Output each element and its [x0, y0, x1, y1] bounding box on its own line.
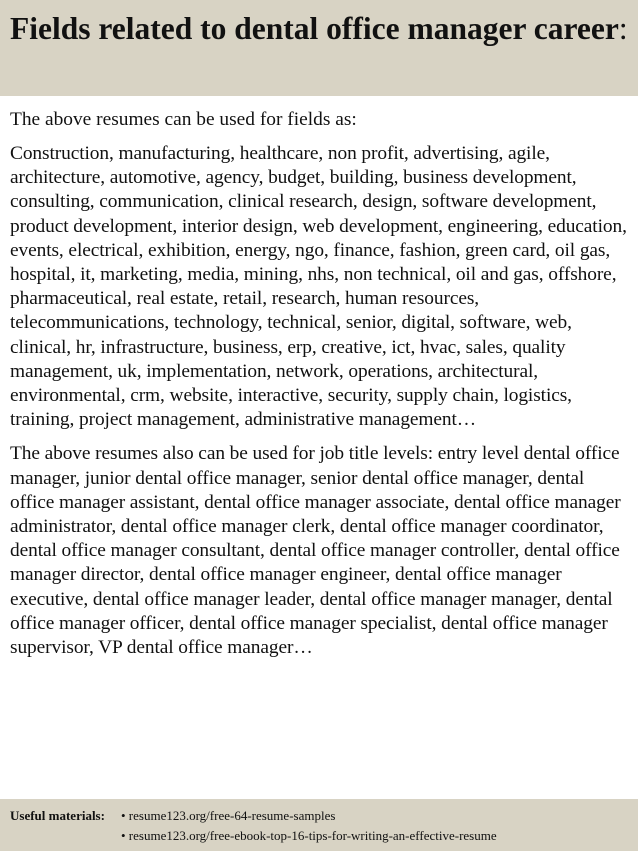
- fields-intro: The above resumes can be used for fields as:: [10, 109, 357, 130]
- useful-materials-spacer: [10, 826, 121, 846]
- page-title: [10, 8, 628, 50]
- page-title-text: Fields related to dental office manager career: [10, 11, 619, 46]
- useful-materials-row-1: [10, 806, 628, 826]
- page-header: [0, 0, 638, 96]
- job-title-levels: The above resumes also can be used for job title levels: entry level dental office manager, junior dental office manager, senior dental office manager, dental office manager assistant, dental office manager associate, dental office manager administrator, dental office manager clerk, dental office manager coordinator, dental office manager consultant, dental office manager controller, dental office manager director, dental office manager engineer, dental office manager executive, dental office manager leader, dental office manager manager, dental office manager officer, dental office manager specialist, dental office manager supervisor, VP dental office manager…: [10, 443, 621, 659]
- useful-materials-label-text: Useful materials: [10, 808, 101, 823]
- useful-materials-label-colon: :: [100, 808, 105, 823]
- fields-list: Construction, manufacturing, healthcare, non profit, advertising, agile, architecture, automotive, agency, budget, building, business development, consulting, communication, clinical research, design, software development, product development, interior design, web development, engineering, education, events, electrical, exhibition, energy, ngo, finance, fashion, green card, oil gas, hospital, it, marketing, media, mining, nhs, non technical, oil and gas, offshore, pharmaceutical, real estate, retail, research, human resources, telecommunications, technology, technical, senior, digital, software, web, clinical, hr, infrastructure, business, erp, creative, ict, hvac, sales, quality management, uk, implementation, network, operations, architectural, environmental, crm, website, interactive, security, supply chain, logistics, training, project management, administrative management…: [10, 143, 627, 431]
- resume-samples-link[interactable]: • resume123.org/free-64-resume-samples: [121, 808, 336, 823]
- useful-materials-label: [10, 806, 121, 826]
- resume-ebook-link[interactable]: • resume123.org/free-ebook-top-16-tips-for-writing-an-effective-resume: [121, 828, 497, 843]
- page-title-colon: :: [618, 11, 628, 46]
- useful-materials-footer: [0, 799, 638, 851]
- useful-materials-row-2: [10, 826, 628, 846]
- main-content: [10, 108, 632, 660]
